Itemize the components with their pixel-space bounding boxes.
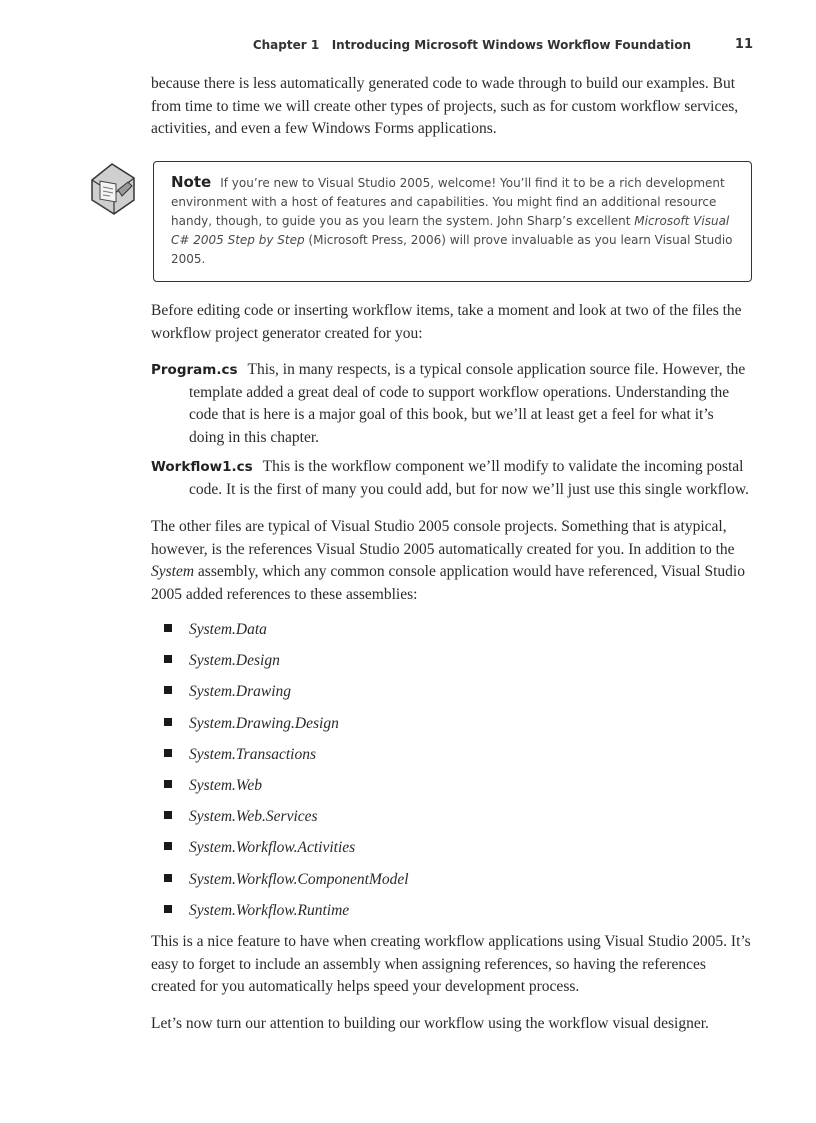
assembly-name: System.Web.Services (189, 808, 318, 826)
assembly-name: System.Design (189, 652, 280, 670)
bullet-icon (164, 780, 172, 788)
file-description: This, in many respects, is a typical console application source file. However, the template added a great deal of code to support workflow operations. Understanding the code that is here is a major goal of this book, but we’ll at least get a feel for what it’s doing in this chapter. (189, 361, 746, 446)
list-item (164, 681, 409, 712)
note-text-end: (Microsoft Press, 2006) will prove invaluable as you learn Visual Studio 2005. (171, 233, 733, 266)
assembly-name: System.Workflow.Runtime (189, 901, 350, 919)
note-box (153, 161, 752, 282)
references-italic: System (151, 563, 195, 580)
list-item (164, 806, 409, 837)
bullet-icon (164, 624, 172, 632)
bullet-icon (164, 655, 172, 663)
references-text-end: assembly, which any common console application would have referenced, Visual Studio 2005 added references to these assemblies: (151, 563, 745, 603)
final-paragraph: Let’s now turn our attention to building our workflow using the workflow visual designer. (151, 1015, 709, 1032)
file-entry-program (151, 359, 751, 449)
assembly-name: System.Drawing (189, 683, 292, 701)
note-book-title: Microsoft Visual C# 2005 Step by Step (171, 214, 730, 247)
assembly-name: System.Workflow.ComponentModel (189, 870, 409, 888)
file-term: Program.cs (151, 362, 238, 378)
bullet-icon (164, 905, 172, 913)
file-entry-workflow (151, 456, 751, 501)
file-term: Workflow1.cs (151, 459, 253, 475)
chapter-title: Chapter 1 Introducing Microsoft Windows Workflow Foundation (252, 38, 691, 52)
bullet-icon (164, 811, 172, 819)
assembly-name: System.Workflow.Activities (189, 839, 356, 857)
list-item (164, 775, 409, 806)
list-item (164, 900, 409, 931)
intro-paragraph: because there is less automatically generated code to wade through to build our examples. But from time to time we will create other types of projects, such as for custom workflow services, activities, and even a few Windows Forms applications. (151, 75, 739, 137)
list-item (164, 869, 409, 900)
list-item (164, 713, 409, 744)
bullet-icon (164, 842, 172, 850)
references-paragraph (151, 516, 751, 606)
assembly-list (164, 619, 409, 931)
references-text: The other files are typical of Visual Studio 2005 console projects. Something that is atypical, however, is the references Visual Studio 2005 automatically created for you. In addition to the (151, 518, 735, 558)
files-intro-paragraph: Before editing code or inserting workflow items, take a moment and look at two of the files the workflow project generator created for you: (151, 302, 742, 342)
bullet-icon (164, 686, 172, 694)
bullet-icon (164, 718, 172, 726)
bullet-icon (164, 874, 172, 882)
note-text: If you’re new to Visual Studio 2005, welcome! You’ll find it to be a rich development environment with a host of features and capabilities. You might find an additional resource handy, though, to guide you as you learn the system. John Sharp’s excellent (171, 176, 725, 228)
page-number: 11 (734, 37, 753, 52)
list-item (164, 837, 409, 868)
bullet-icon (164, 749, 172, 757)
note-label: Note (171, 173, 212, 191)
list-item (164, 744, 409, 775)
file-description: This is the workflow component we’ll modify to validate the incoming postal code. It is the first of many you could add, but for now we’ll just use this single workflow. (189, 458, 749, 498)
list-item (164, 650, 409, 681)
list-item (164, 619, 409, 650)
assembly-name: System.Data (189, 621, 267, 638)
assembly-name: System.Web (189, 776, 263, 794)
assembly-name: System.Drawing.Design (189, 714, 339, 732)
running-head (150, 37, 755, 55)
note-icon (88, 160, 138, 216)
closing-paragraph: This is a nice feature to have when creating workflow applications using Visual Studio 2005. It’s easy to forget to include an assembly when assigning references, so having the references created for you automatically helps speed your development process. (151, 933, 751, 995)
assembly-name: System.Transactions (189, 745, 317, 763)
